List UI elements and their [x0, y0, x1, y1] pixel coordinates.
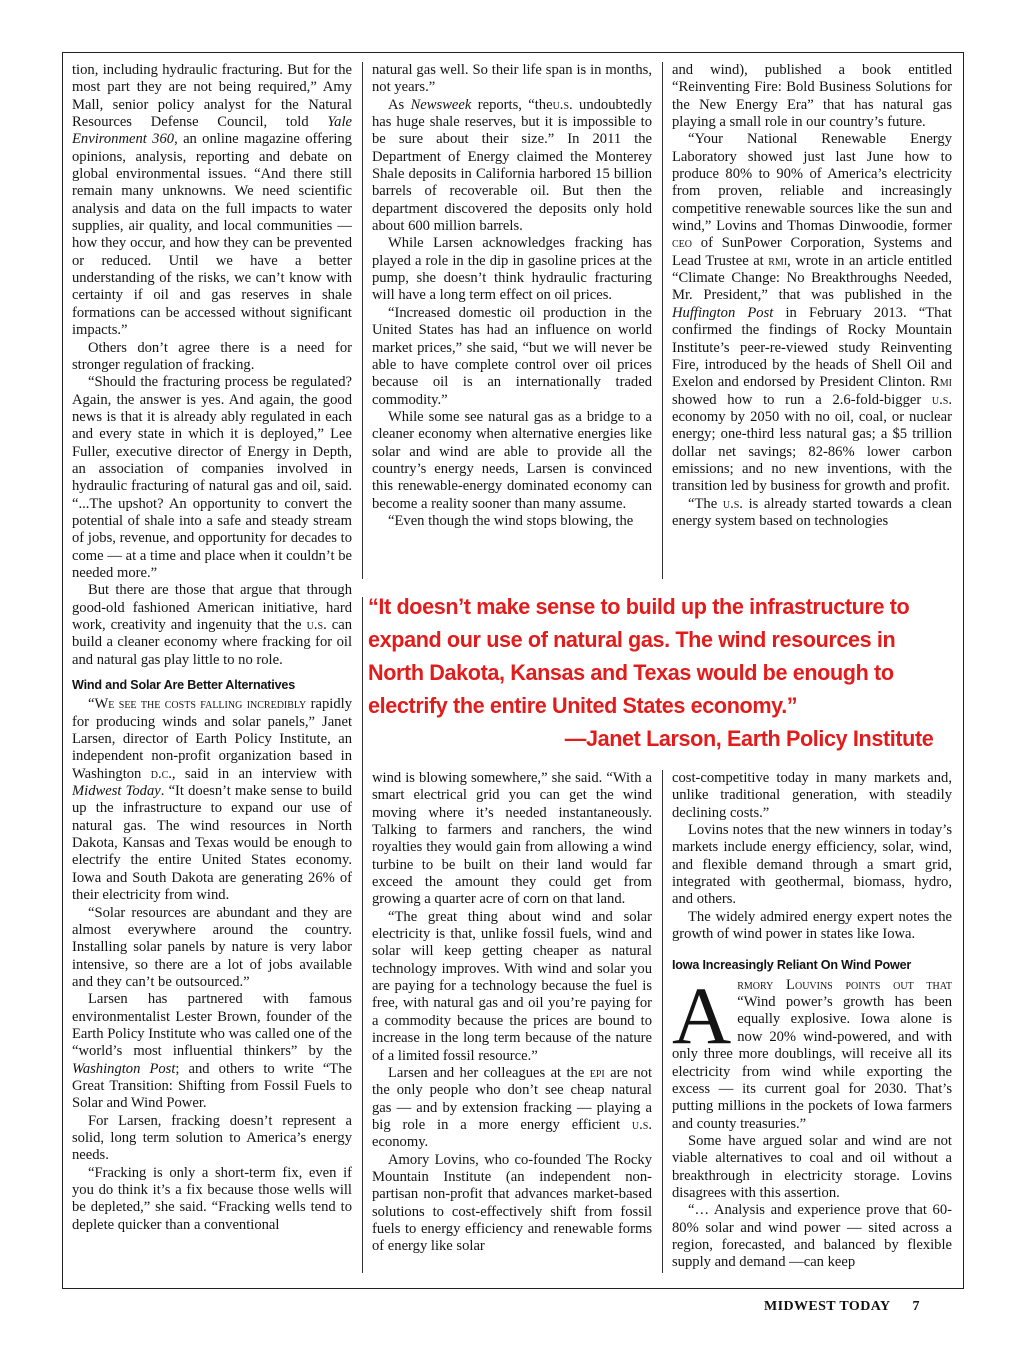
paragraph: “The great thing about wind and solar electricity is that, unlike fossil fuels, wind and solar will keep getting cheaper as natural technology improves. With wind and solar you are paying for a technology because the fuel is free, with natural gas and oil you’re paying for a commodity because the prices are bound to increase in the long term because of the nature of a limited fossil resource.” [372, 908, 652, 1064]
magazine-name: MIDWEST TODAY [764, 1299, 891, 1314]
pull-quote [368, 590, 934, 755]
paragraph: cost-competitive today in many markets and, unlike traditional generation, with steadily declining costs.” [672, 770, 952, 821]
column-rule [362, 62, 363, 579]
paragraph: wind is blowing somewhere,” she said. “With a smart electrical grid you can get the wind moving where it’s needed instantaneously. Talking to farmers and ranchers, the wind royalties they would gain from allowing a wind turbine to be built on their land would far exceed the amount they could get from growing a quarter acre of corn on that land. [372, 770, 652, 908]
paragraph: “Solar resources are abundant and they are almost everywhere around the country. Installing solar panels by nature is very labor intensive, so there are a lot of jobs available and they can’t be outsourced.” [72, 904, 352, 990]
column-rule [662, 770, 663, 1273]
paragraph: “Increased domestic oil production in the United States has had an influence on world market prices,” she said, “but we will never be able to have complete control over oil prices because oil is an internationally traded commodity.” [372, 304, 652, 408]
paragraph: “Should the fracturing process be regulated? Again, the answer is yes. And again, the good news is that it is already ably regulated in each and every state in which it is deployed,” Lee Fuller, executive director of Energy in Depth, an association of companies involved in hydraulic fracturing of natural gas and oil, said. “...The upshot? An opportunity to convert the potential of shale into a safe and steady stream of jobs, revenue, and opportunity for decades to come — at a time and place when it couldn’t be needed more.” [72, 374, 352, 581]
paragraph: As Newsweek reports, “theu.s. undoubtedly has huge shale reserves, but it is impossible to be sure about their size.” In 2011 the Department of Energy claimed the Monterey Shale deposits in California harbored 15 billion barrels of recoverable oil. But then the department discovered the deposits only hold about 600 million barrels. [372, 96, 652, 235]
paragraph: “Even though the wind stops blowing, the [388, 512, 634, 529]
column-1 [72, 62, 352, 1284]
paragraph: “The u.s. is already started towards a clean energy system based on technologies [672, 495, 952, 529]
paragraph: Lovins notes that the new winners in today’s markets include energy efficiency, solar, wind, and flexible demand through a smart grid, integrated with geothermal, biomass, hydro, and others. [672, 822, 952, 908]
column-2-bottom [372, 770, 652, 1284]
pull-quote-attribution: —Janet Larson, Earth Policy Institute [564, 726, 934, 751]
paragraph: Amory Lovins, who co-founded The Rocky Mountain Institute (an independent non-partisan non-profit that advances market-based solutions to cost-effectively shift from fossil fuels to energy efficiency and renewable forms of energy like solar [372, 1151, 652, 1255]
paragraph: Others don’t agree there is a need for stronger regulation of fracking. [72, 339, 352, 373]
paragraph: While Larsen acknowledges fracking has played a role in the dip in gasoline prices at the pump, she doesn’t think hydraulic fracturing will have a long term effect on oil prices. [372, 235, 652, 304]
subheading: Iowa Increasingly Reliant On Wind Power [672, 958, 912, 973]
paragraph: tion, including hydraulic fracturing. But for the most part they are not being required,” Amy Mall, senior policy analyst for the Natural Resources Defense Council, told Yale Environment 360, an online magazine offering opinions, analysis, reporting and debate on global environmental issues. “And there still remain many unknowns. We need scientific analysis and data on the full impacts to water supplies, air quality, and local communities — how they occur, and how they can be prevented or reduced. Until we have a better understanding of the risks, we can’t know with certainty if oil and gas reserves in shale formations can be accessed without significant impacts.” [72, 62, 352, 339]
pull-quote-text: “It doesn’t make sense to build up the infrastructure to expand our use of natural gas. The wind resources in North Dakota, Kansas and Texas would be enough to electrify the entire United States economy.” [368, 594, 910, 718]
paragraph: “Fracking is only a short-term fix, even if you do think it’s a fix because those wells will be depleted,” she said. “Fracking wells tend to deplete quicker than a conventional [72, 1164, 352, 1233]
paragraph: Larsen and her colleagues at the epi are not the only people who don’t see cheap natural gas — and by extension fracking — playing a big role in a more energy efficient u.s. economy. [372, 1064, 652, 1151]
column-rule [662, 62, 663, 579]
paragraph: Larsen has partnered with famous environmentalist Lester Brown, founder of the Earth Policy Institute who was called one of the “world’s most influential thinkers” by the Washington Post; and others to write “The Great Transition: Shifting from Fossil Fuels to Solar and Wind Power. [72, 991, 352, 1112]
paragraph: natural gas well. So their life span is in months, not years.” [372, 62, 652, 96]
column-rule [362, 597, 363, 1273]
page-number: 7 [912, 1299, 920, 1314]
paragraph: “We see the costs falling incredibly rapidly for producing winds and solar panels,” Janet Larsen, director of Earth Policy Institute, an independent non-profit organization based in Washington d.c., said in an interview with Midwest Today. “It doesn’t make sense to build up the infrastructure to expand our use of natural gas. The wind resources in North Dakota, Kansas and Texas would be enough to electrify the entire United States economy. Iowa and South Dakota are generating 26% of their electricity from wind. [72, 696, 352, 904]
paragraph: Armory Louvins points out that “Wind power’s growth has been equally explosive. Iowa alone is now 20% wind-powered, and with only three more doublings, will receive all its electricity from wind while exporting the excess — its current goal for 2030. That’s putting millions in the pockets of Iowa farmers and county treasuries.” [672, 969, 952, 1132]
paragraph: While some see natural gas as a bridge to a cleaner economy when alternative energies like solar and wind are able to provide all the country’s energy needs, Larsen is convinced this renewable-energy dominated economy can become a reality sooner than many assume. [372, 408, 652, 512]
drop-cap: A [672, 969, 732, 1061]
paragraph: But there are those that argue that through good-old fashioned American initiative, hard work, creativity and ingenuity that the u.s. can build a cleaner economy where fracking for oil and natural gas play little to no role. [72, 582, 352, 668]
paragraph: and wind), published a book entitled “Reinventing Fire: Bold Business Solutions for the New Energy Era” that has natural gas playing a small role in our country’s future. [672, 62, 952, 131]
subheading: Wind and Solar Are Better Alternatives [72, 678, 295, 693]
column-3-bottom [672, 770, 952, 1284]
paragraph: The widely admired energy expert notes the growth of wind power in states like Iowa. [672, 908, 952, 943]
column-2-top [372, 62, 652, 582]
column-3-top [672, 62, 952, 582]
page-footer [764, 1299, 920, 1315]
paragraph: For Larsen, fracking doesn’t represent a solid, long term solution to America’s energy needs. [72, 1112, 352, 1164]
paragraph: “Your National Renewable Energy Laboratory showed just last June how to produce 80% to 90% of America’s electricity from proven, reliable and increasingly competitive renewable sources like the sun and wind,” Lovins and Thomas Dinwoodie, former ceo of SunPower Corporation, Systems and Lead Trustee at rmi, wrote in an article entitled “Climate Change: No Breakthroughs Needed, Mr. President,” that was published in the Huffington Post in February 2013. “That confirmed the findings of Rocky Mountain Institute’s peer-re-viewed study Reinventing Fire, introduced by the heads of Shell Oil and Exelon and endorsed by President Clinton. Rmi showed how to run a 2.6-fold-bigger u.s. economy by 2050 with no oil, coal, or nuclear energy; one-third less natural gas; a $5 trillion dollar net savings; 82-86% lower carbon emissions; and no new inventions, with the transition led by business for growth and profit. [672, 131, 952, 495]
paragraph: “… Analysis and experience prove that 60-80% solar and wind power — sited across a region, forecasted, and balanced by flexible supply and demand —can keep [672, 1202, 952, 1271]
paragraph: Some have argued solar and wind are not viable alternatives to coal and oil without a breakthrough in electricity storage. Lovins disagrees with this assertion. [672, 1132, 952, 1201]
